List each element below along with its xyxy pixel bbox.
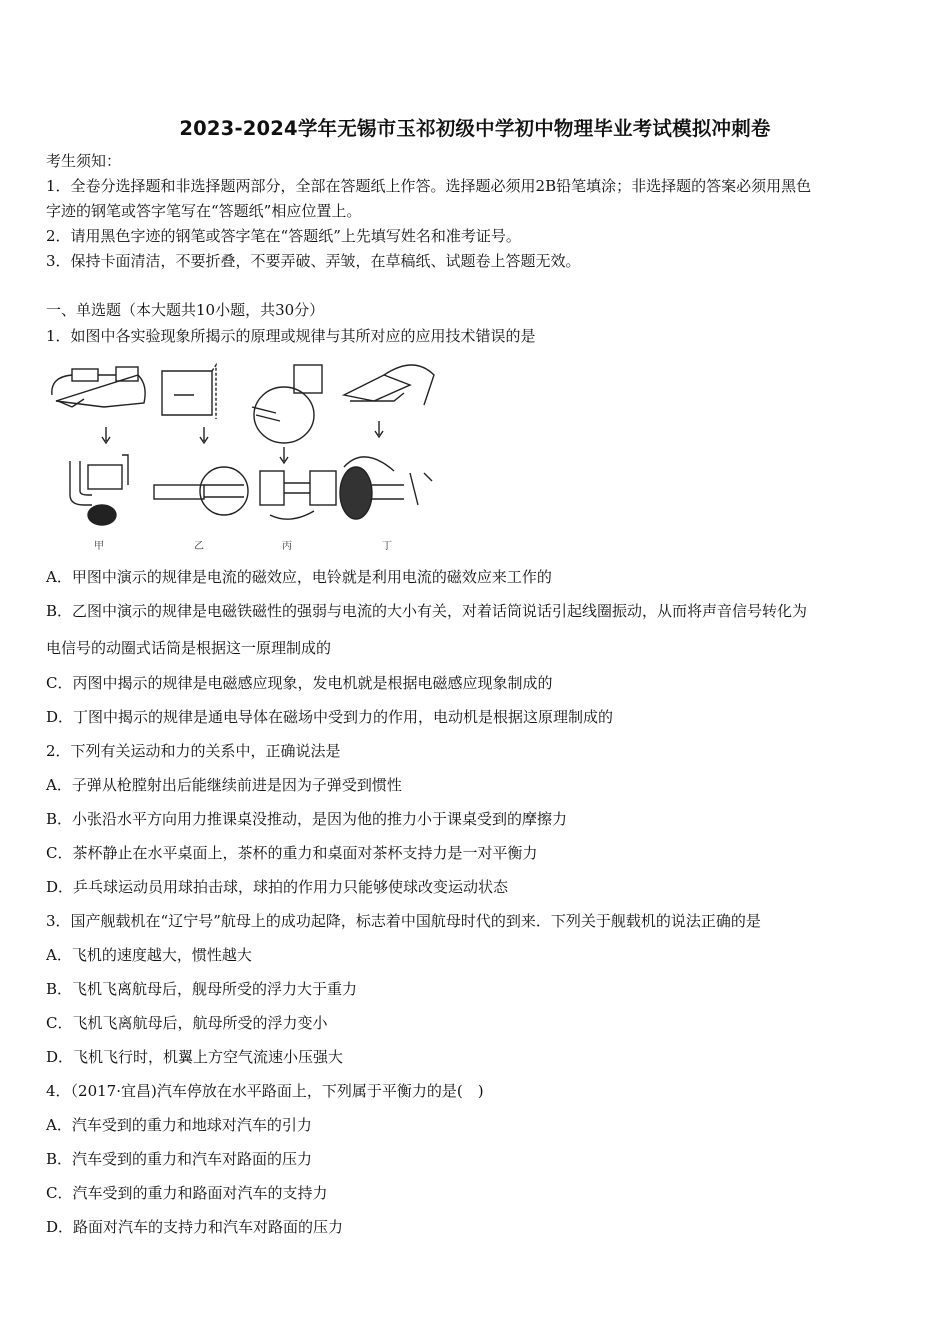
notice-item: 2．请用黑色字迹的钢笔或答字笔在“答题纸”上先填写姓名和准考证号。	[46, 227, 521, 245]
option-a: A．子弹从枪膛射出后能继续前进是因为子弹受到惯性	[46, 776, 402, 794]
notice-item: 字迹的钢笔或答字笔写在“答题纸”相应位置上。	[46, 202, 362, 220]
question-stem-2: 2．下列有关运动和力的关系中，正确说法是	[46, 742, 341, 760]
notice-heading: 考生须知：	[46, 152, 122, 170]
option-a: A．汽车受到的重力和地球对汽车的引力	[46, 1116, 312, 1134]
option-c: C．飞机飞离航母后，航母所受的浮力变小	[46, 1014, 328, 1032]
figure-label-yi: 乙	[194, 541, 204, 552]
question-stem-1: 1．如图中各实验现象所揭示的原理或规律与其所对应的应用技术错误的是	[46, 327, 536, 345]
question-stem-4: 4．（2017·宜昌)汽车停放在水平路面上，下列属于平衡力的是( )	[46, 1082, 484, 1100]
option-c: C．丙图中揭示的规律是电磁感应现象，发电机就是根据电磁感应现象制成的	[46, 674, 553, 692]
option-b-continued: 电信号的动圈式话筒是根据这一原理制成的	[46, 639, 332, 657]
option-b: B．小张沿水平方向用力推课桌没推动，是因为他的推力小于课桌受到的摩擦力	[46, 810, 568, 828]
battery-shape	[72, 369, 98, 381]
meter-shape	[294, 365, 322, 393]
option-b: B．乙图中演示的规律是电磁铁磁性的强弱与电流的大小有关，对着话筒说话引起线圈振动，从而将声音信号转化为	[46, 602, 808, 620]
option-d: D．路面对汽车的支持力和汽车对路面的压力	[46, 1218, 344, 1236]
experiment-figure	[44, 355, 440, 553]
experiment-diagram	[44, 355, 440, 553]
option-a: A．飞机的速度越大，惯性越大	[46, 946, 252, 964]
question-stem-3: 3．国产舰载机在“辽宁号”航母上的成功起降，标志着中国航母时代的到来．下列关于舰载机的说法正确的是	[46, 912, 761, 930]
option-b: B．飞机飞离航母后，舰母所受的浮力大于重力	[46, 980, 358, 998]
option-d: D．飞机飞行时，机翼上方空气流速小压强大	[46, 1048, 344, 1066]
option-a: A．甲图中演示的规律是电流的磁效应，电铃就是利用电流的磁效应来工作的	[46, 568, 552, 586]
option-c: C．茶杯静止在水平桌面上，茶杯的重力和桌面对茶杯支持力是一对平衡力	[46, 844, 538, 862]
notice-item: 3．保持卡面清洁，不要折叠，不要弄破、弄皱，在草稿纸、试题卷上答题无效。	[46, 252, 581, 270]
option-b: B．汽车受到的重力和汽车对路面的压力	[46, 1150, 313, 1168]
notice-item: 1．全卷分选择题和非选择题两部分，全部在答题纸上作答。选择题必须用2B铅笔填涂；非选择题的答案必须用黑色	[46, 177, 812, 195]
section-heading: 一、单选题（本大题共10小题，共30分）	[46, 301, 325, 319]
figure-label-ding: 丁	[382, 541, 392, 552]
figure-label-bing: 丙	[282, 541, 292, 552]
exam-title: 2023-2024学年无锡市玉祁初级中学初中物理毕业考试模拟冲刺卷	[179, 117, 771, 140]
option-c: C．汽车受到的重力和路面对汽车的支持力	[46, 1184, 328, 1202]
figure-label-jia: 甲	[94, 541, 104, 552]
option-d: D．丁图中揭示的规律是通电导体在磁场中受到力的作用，电动机是根据这原理制成的	[46, 708, 614, 726]
option-d: D．乒乓球运动员用球拍击球，球拍的作用力只能够使球改变运动状态	[46, 878, 509, 896]
